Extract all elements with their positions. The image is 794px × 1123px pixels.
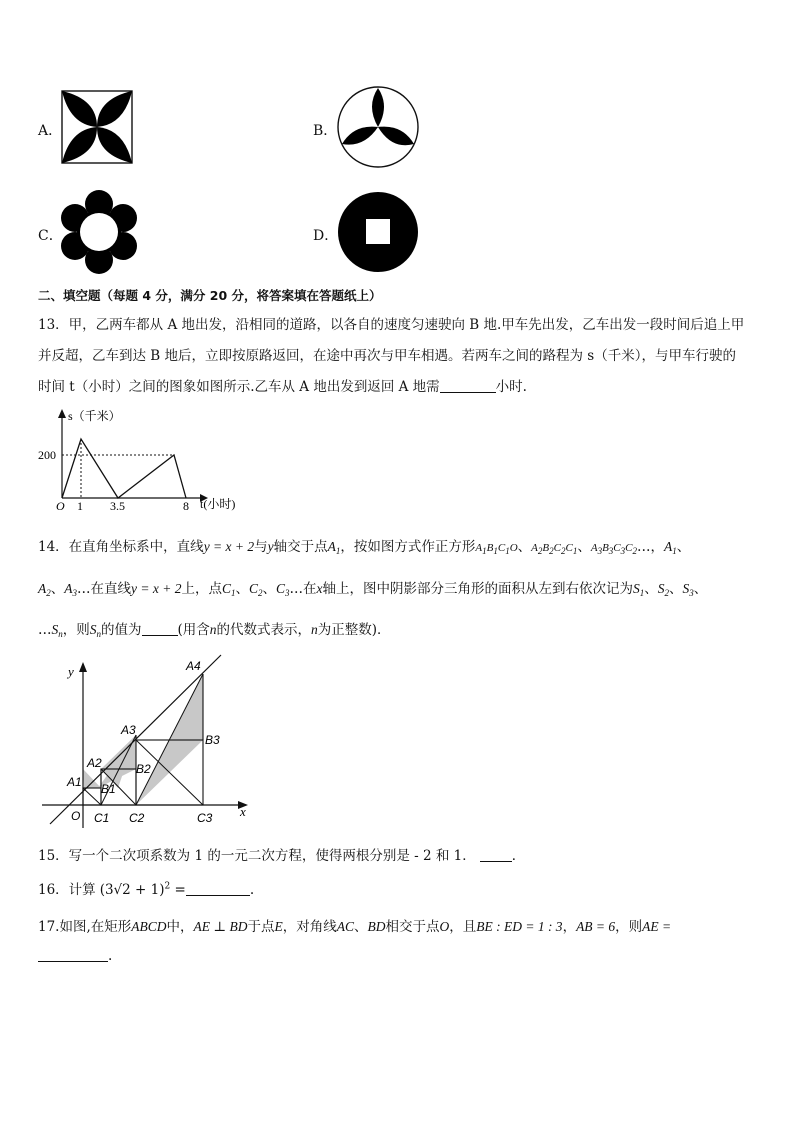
q14-y-axis: y xyxy=(68,664,74,679)
q15-answer-blank[interactable] xyxy=(480,849,512,862)
q17-answer-blank[interactable] xyxy=(38,949,108,962)
label-a4: A4 xyxy=(186,659,201,673)
q13-line2: 并反超，乙车到达 B 地后，立即按原路返回，在途中再次与甲车相遇。若两车之间的路程为 s（千米），与甲车行驶的 xyxy=(38,348,736,364)
flower-center xyxy=(80,213,118,251)
q13-x-tick-2: 3.5 xyxy=(110,499,125,513)
label-a2: A2 xyxy=(87,756,102,770)
petal xyxy=(97,127,132,163)
option-d-figure xyxy=(337,190,419,274)
q13-line1: 13．甲，乙两车都从 A 地出发，沿相同的道路，以各自的速度匀速驶向 B 地.甲车先出发，乙车出发一段时间后追上甲 xyxy=(38,317,745,333)
option-c-figure xyxy=(60,189,138,275)
label-b3: B3 xyxy=(205,733,220,747)
label-b2: B2 xyxy=(136,762,151,776)
blade xyxy=(378,127,414,146)
option-b-label: B． xyxy=(313,123,338,139)
q14-answer-blank[interactable] xyxy=(142,623,178,636)
q13-graph xyxy=(34,406,284,516)
petal xyxy=(62,127,97,163)
option-b-figure xyxy=(336,84,420,170)
square-hole xyxy=(366,219,390,244)
blade xyxy=(372,88,384,127)
option-a-label: A． xyxy=(38,123,63,139)
petal xyxy=(97,91,132,127)
q14-line1: 14．在直角坐标系中，直线y = x + 2与y轴交于点$A_1$，按如图方式作正方形$A_1B_1C_1O$、$A_2B_2C_2C_1$、$A_3B_3C_3C_2\dots$，$A_1$、 xyxy=(38,539,691,556)
shaded-s1 xyxy=(83,769,101,788)
q16-line: 16．计算 $(3√2 + 1)^2$ = . xyxy=(38,881,255,898)
label-c3: C3 xyxy=(197,811,213,825)
q15-line: 15．写一个二次项系数为 1 的一元二次方程，使得两根分别是 - 2 和 1． ． xyxy=(38,848,526,864)
q13-answer-blank[interactable] xyxy=(440,380,496,393)
petal xyxy=(62,91,97,127)
q14-origin: O xyxy=(71,809,81,823)
q14-x-axis: x xyxy=(240,804,246,819)
q13-x-label: t(小时) xyxy=(200,497,236,511)
label-b1: B1 xyxy=(101,782,116,796)
q13-y-label: s（千米） xyxy=(68,409,121,423)
q17-line: 17.如图,在矩形ABCD中，AE ⊥ BD于点E，对角线AC、BD相交于点O，且BE : ED = 1 : 3，AB = 6，则AE = xyxy=(38,919,672,935)
q13-y-tick: 200 xyxy=(38,448,56,462)
label-a1: A1 xyxy=(67,775,82,789)
section-title: 二、填空题（每题 4 分，满分 20 分，将答案填在答题纸上） xyxy=(38,288,382,303)
q13-x-tick-1: 1 xyxy=(77,499,83,513)
label-c2: C2 xyxy=(129,811,145,825)
q13-origin: O xyxy=(56,499,65,513)
label-a3: A3 xyxy=(121,723,136,737)
q17-line2: . xyxy=(38,948,112,964)
q14-line2: $A_2$、$A_3\dots$在直线y = x + 2上，点$C_1$、$C_2$、$C_3\dots$在x轴上，图中阴影部分三角形的面积从左到右依次记为$S_1$、$S_2$、$S_3$、 xyxy=(38,581,708,598)
q16-answer-blank[interactable] xyxy=(186,883,250,896)
q14-graph xyxy=(38,652,258,832)
blade xyxy=(342,127,378,145)
option-c-label: C． xyxy=(38,228,63,244)
q13-x-tick-3: 8 xyxy=(183,499,189,513)
q14-line3: $\dots S_n$，则$S_n$的值为 (用含n的代数式表示，n为正整数)． xyxy=(38,622,391,639)
option-d-label: D． xyxy=(313,228,339,244)
option-a-figure xyxy=(60,89,134,165)
label-c1: C1 xyxy=(94,811,110,825)
q13-line3: 时间 t（小时）之间的图象如图所示.乙车从 A 地出发到返回 A 地需 小时. xyxy=(38,379,527,395)
